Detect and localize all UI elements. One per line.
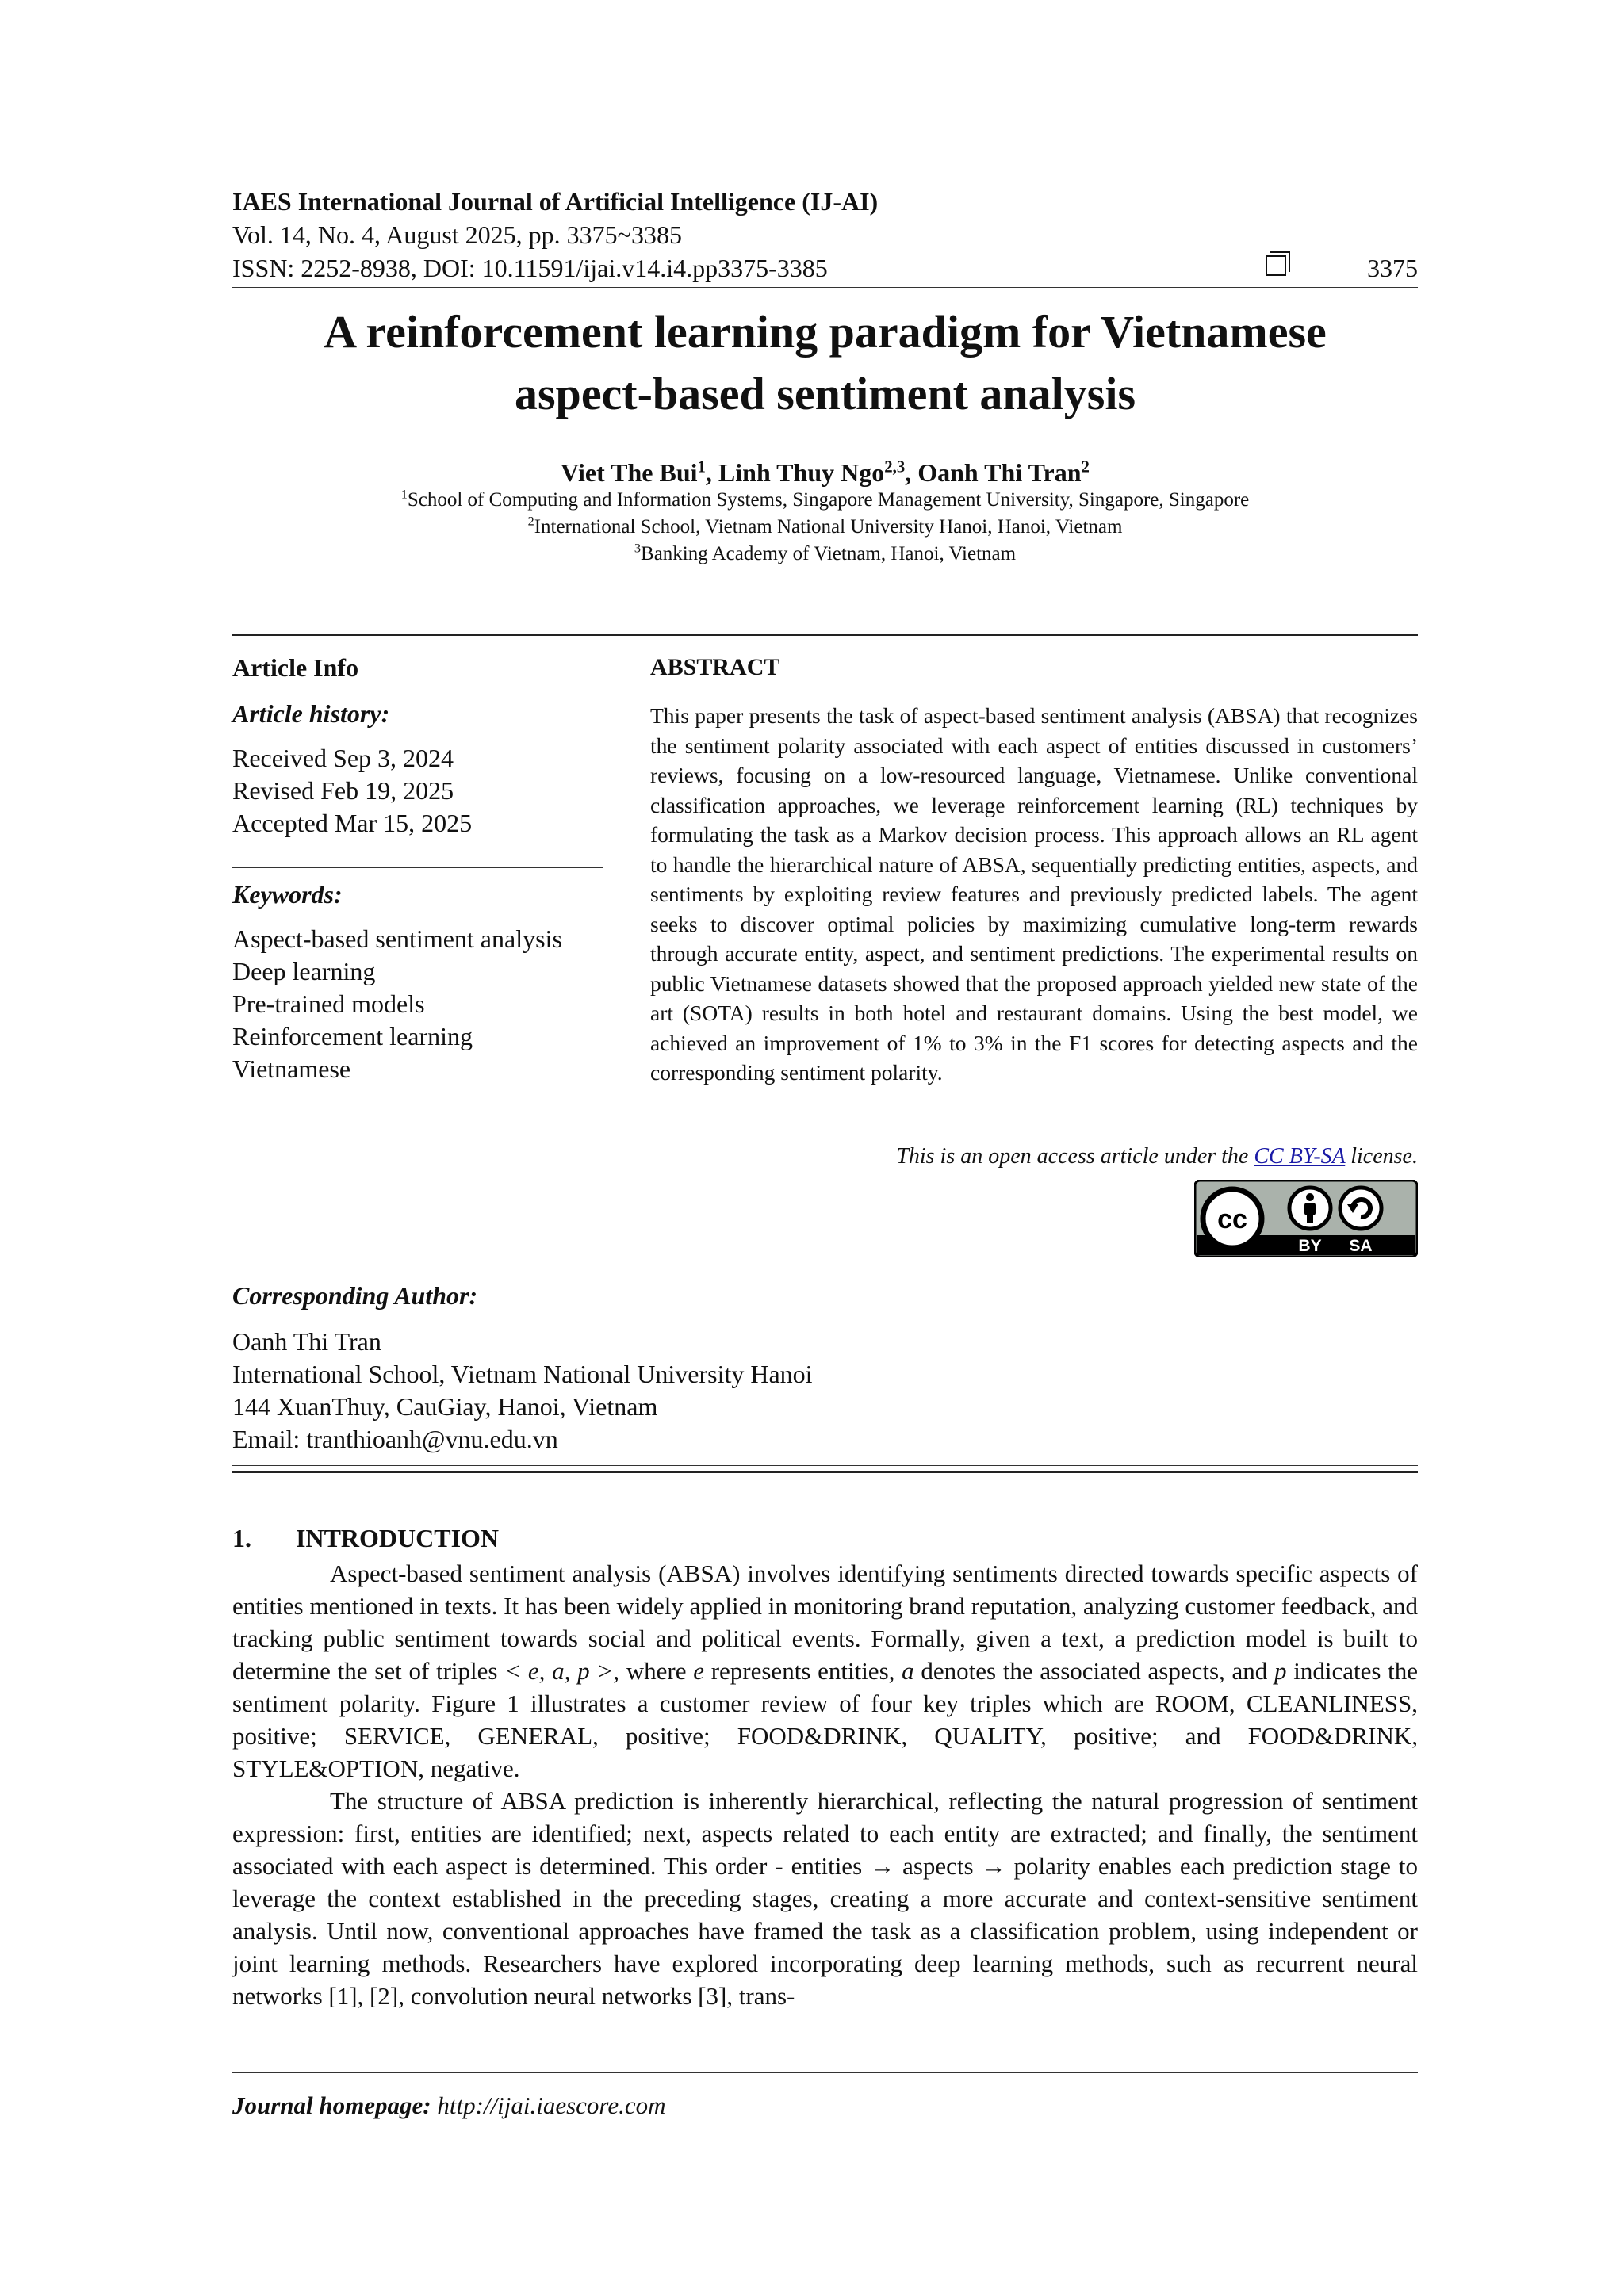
affiliation-1: $^1$School of Computing and Information Systems, Singapore Management University, Singapore, Singapore: [400, 487, 1250, 511]
journal-name: IAES International Journal of Artificial Intelligence (IJ-AI): [232, 187, 879, 216]
keyword-item: Reinforcement learning: [232, 1022, 473, 1050]
corresponding-name: Oanh Thi Tran: [232, 1327, 381, 1356]
svg-text:cc: cc: [1217, 1204, 1247, 1234]
badge-by-label: BY: [1298, 1237, 1322, 1255]
title-line-1: A reinforcement learning paradigm for Vietnamese: [324, 306, 1327, 358]
cc-by-sa-badge[interactable]: [1194, 1180, 1418, 1257]
affiliation-2: $^2$International School, Vietnam National University Hanoi, Hanoi, Vietnam: [527, 514, 1123, 538]
paper-title: [232, 301, 1418, 425]
author-name: Oanh Thi Tran: [917, 458, 1082, 487]
section-rule-bottom-inner: [232, 1471, 1418, 1473]
article-info-heading: Article Info: [232, 653, 359, 682]
revised-date: Revised Feb 19, 2025: [232, 776, 454, 805]
keywords-heading: Keywords:: [232, 880, 343, 909]
author-list: Viet The Bui$^1$, Linh Thuy Ngo$^{2,3}$, Oanh Thi Tran$^2$: [561, 457, 1090, 487]
article-history-heading: Article history:: [232, 699, 390, 728]
author-affiliation-mark: 1: [697, 457, 706, 476]
journal-issn-doi: ISSN: 2252-8938, DOI: 10.11591/ijai.v14.i4.pp3375-3385: [232, 254, 828, 282]
introduction-body: [232, 1557, 1418, 2012]
abstract-text: This paper presents the task of aspect-based sentiment analysis (ABSA) that recognizes the sentiment polarity associated with each aspect of entities discussed in customers’ reviews, focusing on a low-resourced language, Vietnamese. Unlike conventional classification approaches, we leverage reinforcement learning (RL) techniques by formulating the task as a Markov decision process. This approach allows an RL agent to handle the hierarchical nature of ABSA, sequentially predicting entities, aspects, and sentiments by exploiting review features and previously predicted labels. The agent seeks to discover optimal policies by maximizing cumulative long-term rewards through accurate entity, aspect, and sentiment predictions. The experimental results on public Vietnamese datasets showed that the proposed approach yielded new state of the art (SOTA) results in both hotel and restaurant domains. Using the best model, we achieved an improvement of 1% to 3% in the F1 scores for detecting aspects and the corresponding sentiment polarity.: [650, 703, 1418, 1085]
homepage-label: Journal homepage:: [232, 2091, 431, 2119]
section-rule-bottom: [232, 1465, 1418, 1466]
badge-sa-label: SA: [1349, 1237, 1373, 1255]
share-alike-icon: [1340, 1188, 1381, 1229]
corresponding-institution: International School, Vietnam National University Hanoi: [232, 1360, 813, 1388]
affiliation-3: $^3$Banking Academy of Vietnam, Hanoi, Vietnam: [634, 541, 1017, 564]
keyword-item: Deep learning: [232, 957, 376, 985]
author-affiliation-mark: 2: [1081, 457, 1090, 476]
author-affiliation-mark: 2,3: [884, 457, 906, 476]
journal-homepage: [232, 2090, 666, 2122]
section-number: 1.: [232, 1524, 251, 1552]
page-box-icon: [1266, 255, 1286, 276]
keyword-item: Aspect-based sentiment analysis: [232, 924, 562, 953]
title-line-2: aspect-based sentiment analysis: [514, 368, 1136, 419]
received-date: Received Sep 3, 2024: [232, 744, 454, 772]
section-title: INTRODUCTION: [296, 1524, 500, 1552]
accepted-date: Accepted Mar 15, 2025: [232, 809, 473, 837]
introduction-paragraph-2: The structure of ABSA prediction is inherently hierarchical, reflecting the natural progression of sentiment expression: first, entities are identified; next, aspects related to each entity are extracted; and finally, the sentiment associated with each aspect is determined. This order - entities → aspects → polarity enables each prediction stage to leverage the context established in the preceding stages, creating a more accurate and context-sensitive sentiment analysis. Until now, conventional approaches have framed the task as a classification problem, using independent or joint learning methods. Researchers have explored incorporating deep learning methods, such as recurrent neural networks [1], [2], convolution neural networks [3], trans-: [232, 1787, 1418, 2010]
section-rule-top: [232, 634, 1418, 636]
keyword-item: Vietnamese: [232, 1054, 351, 1083]
author-name: Viet The Bui: [561, 458, 698, 487]
attribution-icon: [1289, 1188, 1331, 1229]
introduction-paragraph-1: Aspect-based sentiment analysis (ABSA) involves identifying sentiments directed towards specific aspects of entities mentioned in texts. It has been widely applied in monitoring brand reputation, analyzing customer feedback, and tracking public sentiment towards social and political events. Formally, given a text, a prediction model is built to determine the set of triples < e, a, p >, where e represents entities, a denotes the associated aspects, and p indicates the sentiment polarity. Figure 1 illustrates a customer review of four key triples which are ROOM, CLEANLINESS, positive; SERVICE, GENERAL, positive; FOOD&DRINK, QUALITY, positive; and FOOD&DRINK, STYLE&OPTION, negative.: [232, 1559, 1419, 1782]
cc-icon: [1203, 1189, 1262, 1248]
keyword-item: Pre-trained models: [232, 989, 425, 1018]
introduction-heading: [232, 1522, 499, 1554]
header-rule: [232, 287, 1418, 288]
homepage-url[interactable]: http://ijai.iaescore.com: [437, 2091, 666, 2119]
author-name: Linh Thuy Ngo: [718, 458, 885, 487]
corresponding-address: 144 XuanThuy, CauGiay, Hanoi, Vietnam: [232, 1392, 658, 1421]
open-access-notice: This is an open access article under the CC BY-SA license.: [896, 1144, 1418, 1169]
footer-rule: [232, 2072, 1418, 2073]
abstract-heading: ABSTRACT: [650, 654, 780, 680]
corresponding-author-heading: Corresponding Author:: [232, 1281, 478, 1310]
corresponding-email: Email: tranthioanh@vnu.edu.vn: [232, 1425, 558, 1453]
journal-volume: Vol. 14, No. 4, August 2025, pp. 3375~3385: [232, 220, 682, 249]
page-number: 3375: [1367, 254, 1418, 282]
keywords-rule: [232, 867, 603, 868]
license-link[interactable]: CC BY-SA: [1254, 1144, 1346, 1169]
